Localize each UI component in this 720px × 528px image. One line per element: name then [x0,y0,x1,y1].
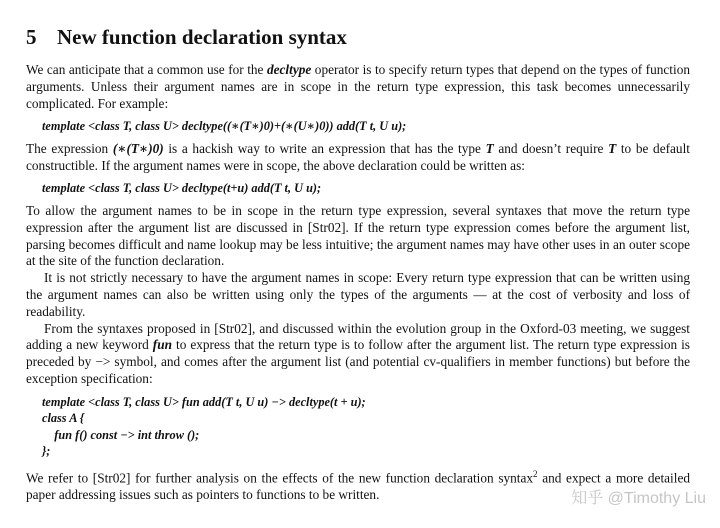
text-run: to be default constructible. If the argument names were in scope, the above declaration could be written as: [26,140,690,173]
text-run: is a hackish way to write an expression that has the type [163,140,486,156]
paragraph-expression [26,141,690,175]
section-title: New function declaration syntax [57,25,347,49]
text-run: and expect a more detailed paper addressing issues such as pointers to functions to be written. [26,470,690,502]
footnote-marker: 2 [533,468,538,479]
paragraph-proposal [26,321,690,388]
code-line: class A { [42,411,85,426]
code-line: template <class T, class U> fun add(T t, U u) −> decltype(t + u); [42,394,366,409]
text-run: The expression [26,140,113,156]
inline-expression: (∗(T∗)0) [112,140,164,156]
code-block-2 [42,180,690,197]
text-run: From the syntaxes proposed in [Str02], and discussed within the evolution group in the Oxford-03 meeting, we suggest adding a new keyword [26,320,690,353]
watermark: 知乎 @Timothy Liu [571,490,706,507]
paragraph-intro [26,62,690,112]
text-run: and doesn’t require [493,140,609,156]
section-number: 5 [26,25,37,49]
text-run: We can anticipate that a common use for the [26,62,267,77]
keyword-decltype: decltype [266,62,312,77]
type-t: T [485,140,494,156]
text-run: operator is to specify return types that depend on the types of function arguments. Unless their argument names are in scope in the return type expression, this task becomes unnecessarily complicated. For example: [26,62,690,111]
keyword-fun: fun [152,337,172,353]
code-line: template <class T, class U> decltype((∗(T∗)0)+(∗(U∗)0)) add(T t, U u); [42,119,407,134]
paragraph-scope: To allow the argument names to be in scope in the return type expression, several syntaxes that move the return type expression after the argument list are discussed in [Str02]. If the return type expression comes before the argument list, parsing becomes difficult and name lookup may be less intuitive; the argument names may have other uses in an outer scope at the site of the function declaration. [26,202,690,269]
code-block-1 [42,118,690,135]
type-t: T [608,140,617,156]
paragraph-necessity: It is not strictly necessary to have the argument names in scope: Every return type expression that can be written using the argument names can also be written using only the types of the arguments — at the cost of verbosity and loss of readability. [26,270,690,319]
code-line: template <class T, class U> decltype(t+u) add(T t, U u); [42,181,322,196]
code-line: }; [42,444,51,459]
text-run: We refer to [Str02] for further analysis on the effects of the new function declaration syntax [26,470,534,486]
text-run: to express that the return type is to follow after the argument list. The return type expression is preceded by −> symbol, and comes after the argument list (and potential cv-qualifiers in member functions) but before the exception specification: [26,337,690,386]
code-line: fun f() const −> int throw (); [42,427,200,442]
code-block-3 [42,394,690,460]
section-heading [26,24,690,50]
paper-page [26,24,690,504]
